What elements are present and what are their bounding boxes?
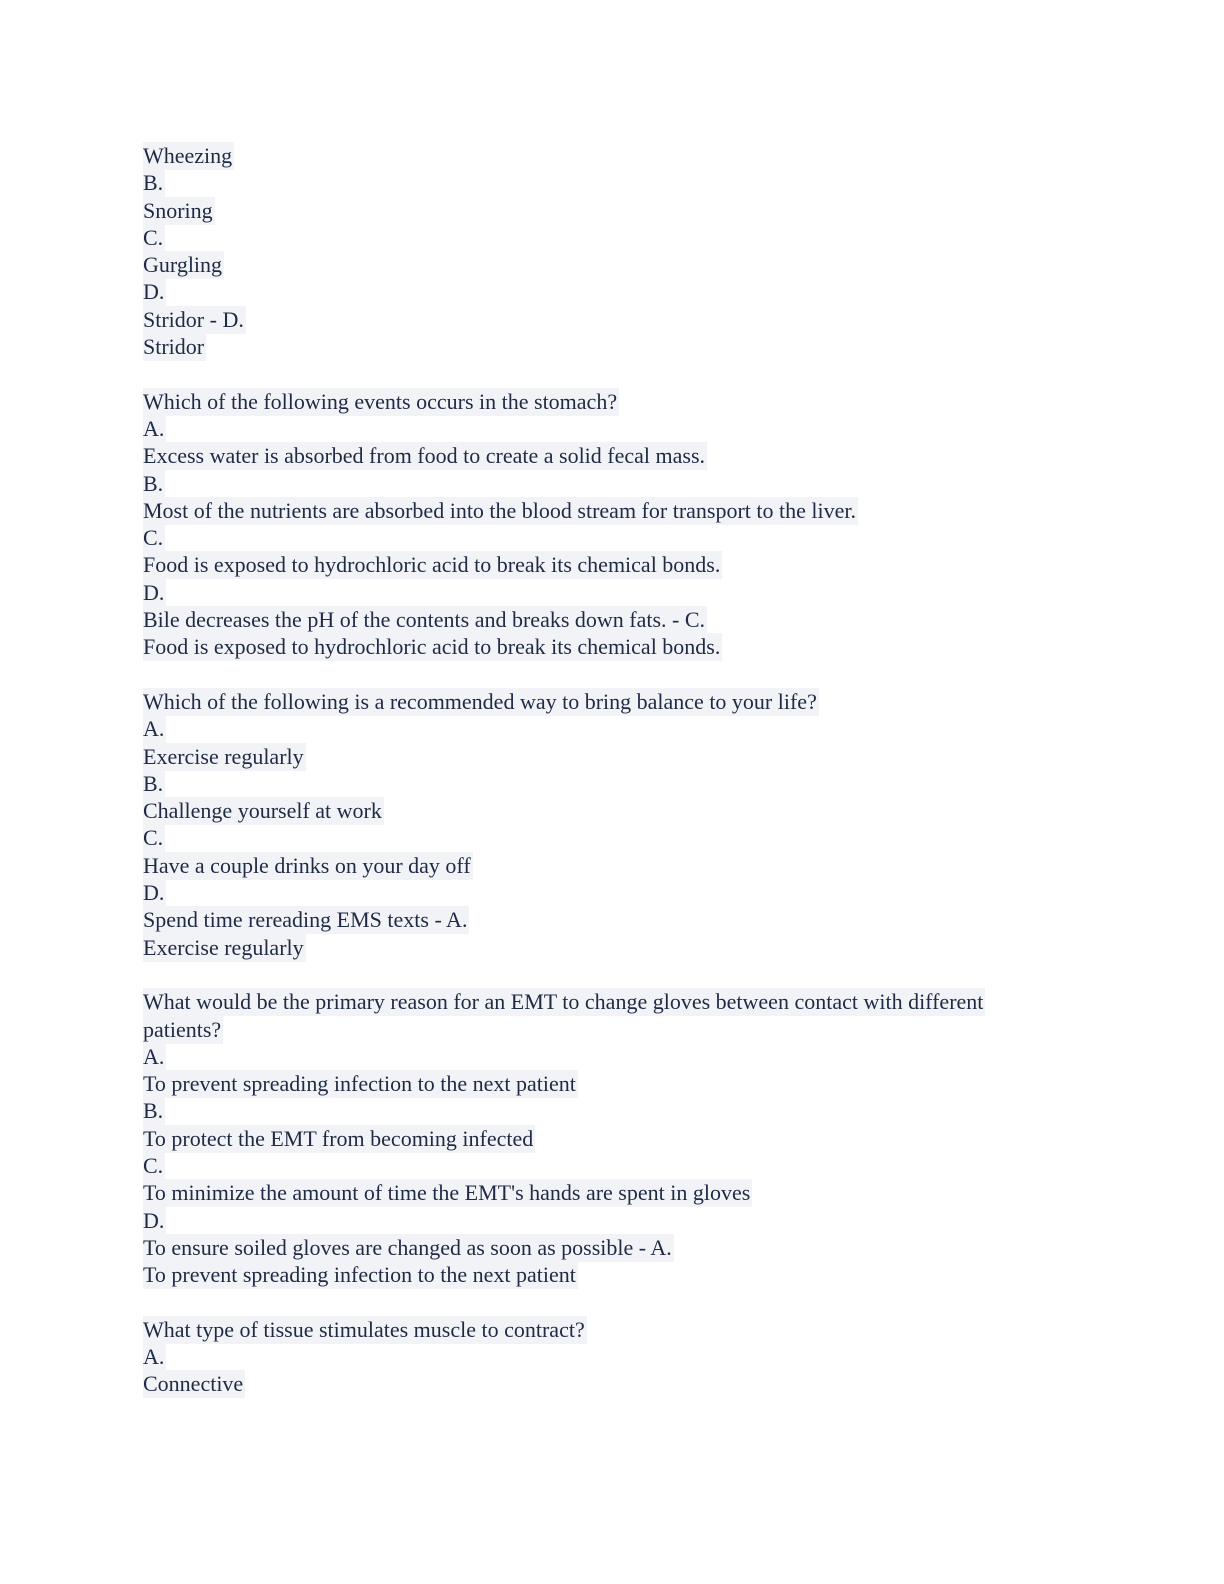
- option-letter: B.: [143, 170, 164, 196]
- option-letter: A.: [143, 1043, 165, 1069]
- correct-answer-text: Stridor: [143, 334, 205, 360]
- answer-option-text: Gurgling: [143, 252, 223, 278]
- answer-option-text: To minimize the amount of time the EMT's hands are spent in gloves: [143, 1180, 751, 1206]
- question-block-2: [143, 388, 1103, 661]
- document-body: [143, 142, 1103, 1398]
- answer-option-text: Excess water is absorbed from food to create a solid fecal mass.: [143, 443, 706, 469]
- question-text: What would be the primary reason for an EMT to change gloves between contact with different: [143, 989, 984, 1015]
- answer-option-text: Food is exposed to hydrochloric acid to break its chemical bonds.: [143, 552, 721, 578]
- option-letter: D.: [143, 1207, 165, 1233]
- question-block-5: [143, 1316, 1103, 1398]
- correct-answer-text: Exercise regularly: [143, 934, 304, 960]
- answer-option-text: Spend time rereading EMS texts - A.: [143, 907, 468, 933]
- correct-answer-text: Food is exposed to hydrochloric acid to break its chemical bonds.: [143, 634, 721, 660]
- question-text: Which of the following events occurs in the stomach?: [143, 388, 618, 414]
- option-letter: A.: [143, 1344, 165, 1370]
- option-letter: A.: [143, 415, 165, 441]
- option-letter: C.: [143, 825, 164, 851]
- question-text: What type of tissue stimulates muscle to contract?: [143, 1316, 585, 1342]
- option-letter: C.: [143, 525, 164, 551]
- block-spacer: [143, 961, 1103, 988]
- answer-option-text: To prevent spreading infection to the next patient: [143, 1071, 576, 1097]
- option-letter: B.: [143, 470, 164, 496]
- question-text: Which of the following is a recommended way to bring balance to your life?: [143, 688, 817, 714]
- answer-option-text: To ensure soiled gloves are changed as soon as possible - A.: [143, 1234, 672, 1260]
- block-spacer: [143, 360, 1103, 387]
- answer-option-text: Bile decreases the pH of the contents and breaks down fats. - C.: [143, 607, 706, 633]
- option-letter: A.: [143, 716, 165, 742]
- block-spacer: [143, 1288, 1103, 1315]
- option-letter: B.: [143, 1098, 164, 1124]
- question-block-3: [143, 688, 1103, 961]
- answer-option-text: Challenge yourself at work: [143, 798, 382, 824]
- question-block-4: [143, 988, 1103, 1288]
- question-text: patients?: [143, 1016, 222, 1042]
- answer-option-text: Have a couple drinks on your day off: [143, 852, 471, 878]
- block-spacer: [143, 661, 1103, 688]
- answer-option-text: Connective: [143, 1371, 244, 1397]
- answer-option-text: Stridor - D.: [143, 306, 244, 332]
- option-letter: D.: [143, 579, 165, 605]
- answer-option-text: Most of the nutrients are absorbed into the blood stream for transport to the liver.: [143, 497, 857, 523]
- answer-option-text: Wheezing: [143, 143, 233, 168]
- answer-option-text: Exercise regularly: [143, 743, 304, 769]
- question-block-1: [143, 142, 1103, 360]
- option-letter: C.: [143, 1152, 164, 1178]
- option-letter: B.: [143, 770, 164, 796]
- answer-option-text: To protect the EMT from becoming infected: [143, 1125, 534, 1151]
- correct-answer-text: To prevent spreading infection to the next patient: [143, 1262, 576, 1288]
- option-letter: D.: [143, 880, 165, 906]
- answer-option-text: Snoring: [143, 197, 213, 223]
- option-letter: C.: [143, 224, 164, 250]
- option-letter: D.: [143, 279, 165, 305]
